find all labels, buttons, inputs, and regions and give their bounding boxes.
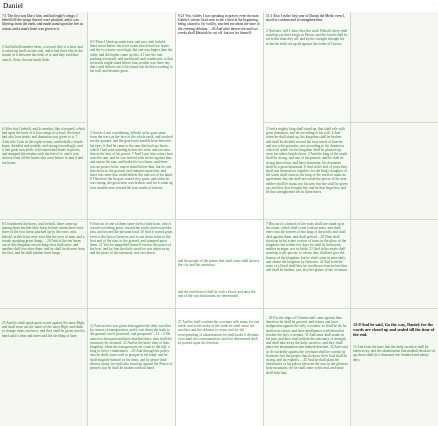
row-divider (176, 308, 263, 309)
verse-block: 7 But out of a branch of her roots shall one stand up in his estate, which shall come with an army, and shall enter into the fortress of the king of the north, and shall deal against them, and shall prevail ...20 Then shall stand up in his estate a raiser of taxes in the glory of the kingdom: but within few days he shall be destroyed, neither in anger, nor in battle. 21 And in his estate shall stand up a vile person, to whom they shall not give the honour of the kingdom: but he shall come in peaceably, and obtain the kingdom by flatteries. 22 And with the arms of a flood shall they be overflown from before him, and shall be broken; yea, also the prince of the covenant. (266, 222, 348, 273)
verse-block: 11 And from the time that the daily sacrifice shall be taken away, and the abomination that maketh desolate set up, there shall be a thousand two hundred and ninety days. (353, 345, 436, 362)
verse-grid (0, 12, 438, 426)
verse-block: 5 And behold another beast, a second, like to a bear, and it raised up itself on one side, and it had three ribs in the mouth of it between the teeth of it: and they said thus unto it, Arise, devour much flesh. (2, 45, 83, 62)
row-divider (264, 122, 350, 123)
row-divider (0, 219, 87, 220)
verse-block: 9 And out of one of them came forth a little horn, which waxed exceeding great, toward the south, and toward the east, and toward the pleasant land. 10 And it waxed great, even to the host of heaven; and it cast down some of the host and of the stars to the ground, and stamped upon them. 11 Yea, he magnified himself even to the prince of the host, and by him the daily sacrifice was taken away, and the place of the sanctuary was cast down. (90, 222, 173, 256)
verse-block: 8:3 Then I lifted up mine eyes, and saw, and, behold, there stood before the river a ram which had two horns: and the two horns were high; but one was higher than the other, and the higher came up last. 4 I saw the ram pushing westward, and northward, and southward; so that no beasts might stand before him, neither was there any that could deliver out of his hand; but he did according to his will, and became great. (90, 40, 173, 74)
row-divider (176, 219, 263, 220)
verse-block: and the end thereof shall be with a flood, and unto the end of the war desolations are determined. (178, 290, 256, 299)
verse-block: 8 I considered the horns, and, behold, there came up among them another little horn, before whom there were three of the first horns plucked up by the roots: and, behold, in this horn were eyes like the eyes of man, and a mouth speaking great things. ...20 And of the ten horns out of this kingdom are ten kings that shall arise: and another shall rise after them; and he shall be diverse from the first, and he shall subdue three kings. (2, 222, 85, 256)
verse-block: 11:1 Also I in the first year of Darius the Mede, even I, stood to confirm and to strengthen him. (266, 14, 345, 23)
verse-block: 2 And now will I shew thee the truth. Behold, there shall stand up yet three kings in Persia; and the fourth shall be far richer than they all: and by his strength through his riches he shall stir up all against the realm of Grecia. (266, 29, 348, 46)
column-chapter-7 (0, 12, 87, 426)
row-divider (88, 308, 175, 309)
row-divider (264, 308, 350, 309)
document-title: Daniel (3, 1, 23, 10)
verse-block: 3 And a mighty king shall stand up, that shall rule with great dominion, and do according to his will. 4 And when he shall stand up, his kingdom shall be broken, and shall be divided toward the four winds of heaven; and not to his posterity, nor according to his dominion which he ruled: for his kingdom shall be plucked up, even for others beside those. 5 And the king of the south shall be strong, and one of his princes; and he shall be strong above him, and have dominion; his dominion shall be a great dominion. 6 And in the end of years they shall join themselves together; for the king's daughter of the south shall come to the king of the north to make an agreement: but she shall not retain the power of the arm; neither shall he stand, nor his arm: but she shall be given up, and they that brought her, and he that begat her, and he that strengthened her in these times. (266, 127, 348, 195)
verse-block: 5 And as I was considering, behold, an he goat came from the west on the face of the whole earth, and touched not the ground: and the goat had a notable horn between his eyes. 6 And he came to the ram that had two horns, which I had seen standing before the river, and ran unto him in the fury of his power. 7 And I saw him come close unto the ram, and he was moved with choler against him, and smote the ram, and brake his two horns: and there was no power in the ram to stand before him, but he cast him down to the ground, and stamped upon him: and there was none that could deliver the ram out of his hand. 8 Therefore the he goat waxed very great: and when he was strong, the great horn was broken; and for it came up four notable ones toward the four winds of heaven. (90, 131, 173, 190)
verse-block: and the people of the prince that shall come shall destroy the city and the sanctuary; (178, 259, 260, 268)
verse-block: ...30 For the ships of Chittim shall come against him: therefore he shall be grieved, and return, and have indignation against the holy covenant: so shall he do; he shall even return, and have intelligence with them that forsake the holy covenant. 31 And arms shall stand on his part, and they shall pollute the sanctuary of strength, and shall take away the daily sacrifice, and they shall place the abomination that maketh desolate. 32 And such as do wickedly against the covenant shall he corrupt by flatteries: but the people that do know their God shall be strong, and do exploits. ...45 And he shall plant the tabernacles of his palace between the seas in the glorious holy mountain; yet he shall come to his end, and none shall help him. (266, 316, 348, 375)
verse-block: 9:21 Yea, whiles I was speaking in prayer, even the man Gabriel, whom I had seen in the vision at the beginning, being caused to fly swiftly, touched me about the time of the evening oblation. ...26 And after threescore and two weeks shall Messiah be cut off, but not for himself: (178, 14, 260, 35)
row-divider (264, 219, 350, 220)
row-divider (0, 122, 87, 123)
column-chapter-11 (263, 12, 350, 426)
verse-block: 7:1 The first was like a lion, and had eagle's wings: I beheld till the wings thereof were plucked, and it was lifted up from the earth, and made stand upon the feet as a man, and a man's heart was given to it. (2, 14, 84, 31)
column-chapter-8 (87, 12, 175, 426)
row-divider (351, 308, 438, 309)
column-chapter-9 (175, 12, 263, 426)
verse-block: 27 And he shall confirm the covenant with many for one week: and in the midst of the week he shall cause the sacrifice and the oblation to cease, and for the overspreading of abominations he shall make it desolate, even until the consummation, and that determined shall be poured upon the desolate. (178, 320, 260, 346)
verse-block: 6 After this I beheld, and lo another, like a leopard, which had upon the back of it four wings of a fowl; the beast had also four heads; and dominion was given to it. 7 After this I saw in the night visions, and behold a fourth beast, dreadful and terrible, and strong exceedingly; and it had great iron teeth: it devoured and brake in pieces, and stamped the residue with the feet of it: and it was diverse from all the beasts that were before it; and it had ten horns. (2, 127, 85, 165)
verse-block: 12 And an host was given him against the daily sacrifice by reason of transgression, and it cast down the truth to the ground; and it practised, and prospered. ...14 ...3 Oh unto two thousand and three hundred days; then shall the sanctuary be cleansed. 23 And in the latter time of their kingdom, when the transgressors are come to the full, a king of fierce countenance ...25 And through his policy also he shall cause craft to prosper in his hand; and he shall magnify himself in his heart, and by peace shall destroy many: he shall also stand up against the Prince of princes; but he shall be broken without hand. (90, 324, 173, 371)
verse-block: 12:9 And he said, Go thy way, Daniel: for the words are closed up and sealed till the time of the end. (353, 323, 435, 337)
row-divider (351, 219, 438, 220)
row-divider (351, 122, 438, 123)
verse-block: 25 And he shall speak great words against the most High, and shall wear out the saints of the most High, and think to change times and laws: and they shall be given into his hand until a time and times and the dividing of time. (2, 321, 85, 338)
row-divider (0, 308, 87, 309)
row-divider (88, 219, 175, 220)
column-chapter-12 (350, 12, 438, 426)
